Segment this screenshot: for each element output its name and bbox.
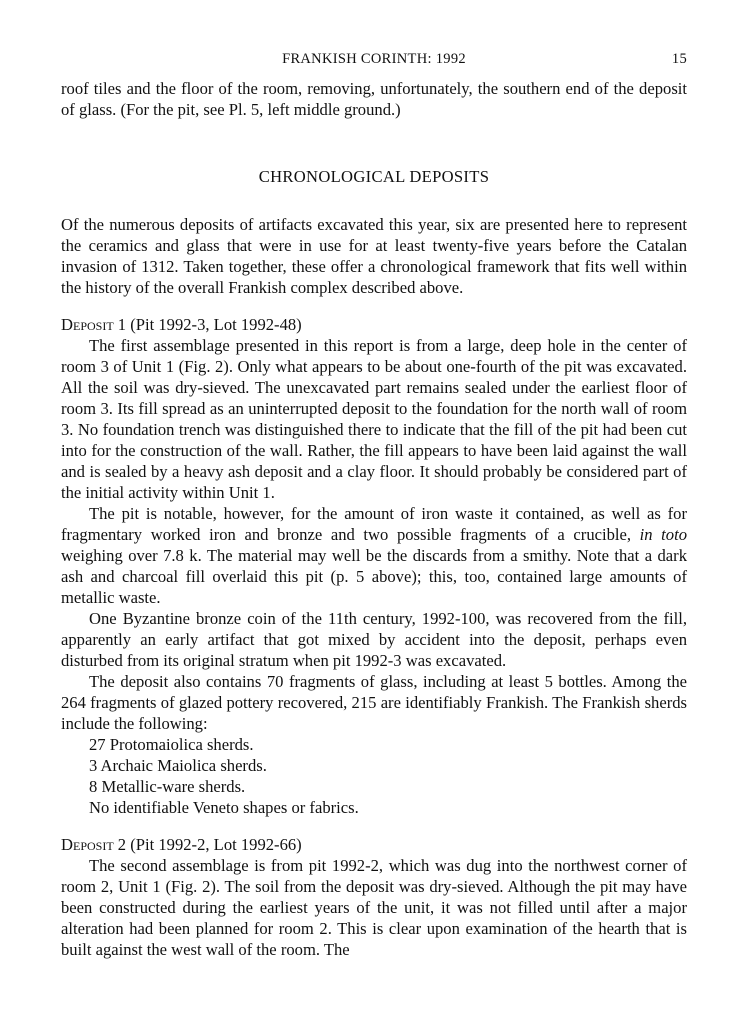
list-item: 3 Archaic Maiolica sherds.	[89, 756, 267, 775]
deposit-2-heading	[61, 834, 687, 855]
deposit-1-heading	[61, 314, 687, 335]
deposit-1-heading-text: 1 (Pit 1992-3, Lot 1992-48)	[113, 315, 302, 334]
deposit-1-p2-italic: in toto	[639, 525, 687, 544]
document-page	[61, 48, 687, 960]
list-item: No identifiable Veneto shapes or fabrics.	[89, 798, 359, 817]
page-number: 15	[671, 51, 687, 67]
deposit-1-paragraph-4: The deposit also contains 70 fragments of glass, including at least 5 bottles. Among the 264 fragments of glazed pottery recovered, 215 are identifiably Frankish. The Frankish sherds include the following:	[61, 672, 687, 733]
list-item: 27 Protomaiolica sherds.	[89, 735, 254, 754]
deposit-2-paragraph-1: The second assemblage is from pit 1992-2, which was dug into the northwest corner of room 2, Unit 1 (Fig. 2). The soil from the deposit was dry-sieved. Although the pit may have been constructed during the earliest years of the unit, it was not filled until after a major alteration had been planned for room 2. This is clear upon examination of the hearth that is built against the west wall of the room. The	[61, 856, 687, 959]
deposit-1-paragraph-2	[61, 503, 687, 608]
section-intro-paragraph: Of the numerous deposits of artifacts excavated this year, six are presented here to represent the ceramics and glass that were in use for at least twenty-five years before the Catalan invasion of 1312. Taken together, these offer a chronological framework that fits well within the history of the overall Frankish complex described above.	[61, 215, 687, 297]
deposit-2-heading-text: 2 (Pit 1992-2, Lot 1992-66)	[113, 835, 302, 854]
intro-paragraph: roof tiles and the floor of the room, removing, unfortunately, the southern end of the deposit of glass. (For the pit, see Pl. 5, left middle ground.)	[61, 79, 687, 119]
deposit-1-paragraph-3: One Byzantine bronze coin of the 11th century, 1992-100, was recovered from the fill, apparently an early artifact that got mixed by accident into the deposit, perhaps even disturbed from its original stratum when pit 1992-3 was excavated.	[61, 609, 687, 670]
deposit-2-label: Deposit	[61, 835, 114, 854]
running-header-title: FRANKISH CORINTH: 1992	[282, 51, 466, 67]
deposit-1-p2-text-a: The pit is notable, however, for the amount of iron waste it contained, as well as for fragmentary worked iron and bronze and two possible fragments of a crucible,	[61, 504, 687, 544]
deposit-1-label: Deposit	[61, 315, 114, 334]
deposit-1-p2-text-b: weighing over 7.8 k. The material may well be the discards from a smithy. Note that a dark ash and charcoal fill overlaid this pit (p. 5 above); this, too, contained large amounts of metallic waste.	[61, 546, 687, 607]
deposit-1-sherd-list	[61, 734, 687, 818]
running-header	[61, 48, 687, 74]
section-title: CHRONOLOGICAL DEPOSITS	[258, 167, 490, 186]
list-item: 8 Metallic-ware sherds.	[89, 777, 246, 796]
deposit-1-paragraph-1: The first assemblage presented in this report is from a large, deep hole in the center of room 3 of Unit 1 (Fig. 2). Only what appears to be about one-fourth of the pit was excavated. All the soil was dry-sieved. The unexcavated part remains sealed under the earliest floor of room 3. Its fill spread as an uninterrupted deposit to the foundation for the north wall of room 3. No foundation trench was distinguished there to indicate that the fill of the pit had been cut into for the construction of the wall. Rather, the fill appears to have been laid against the wall and is sealed by a heavy ash deposit and a clay floor. It should probably be considered part of the initial activity within Unit 1.	[61, 336, 687, 502]
